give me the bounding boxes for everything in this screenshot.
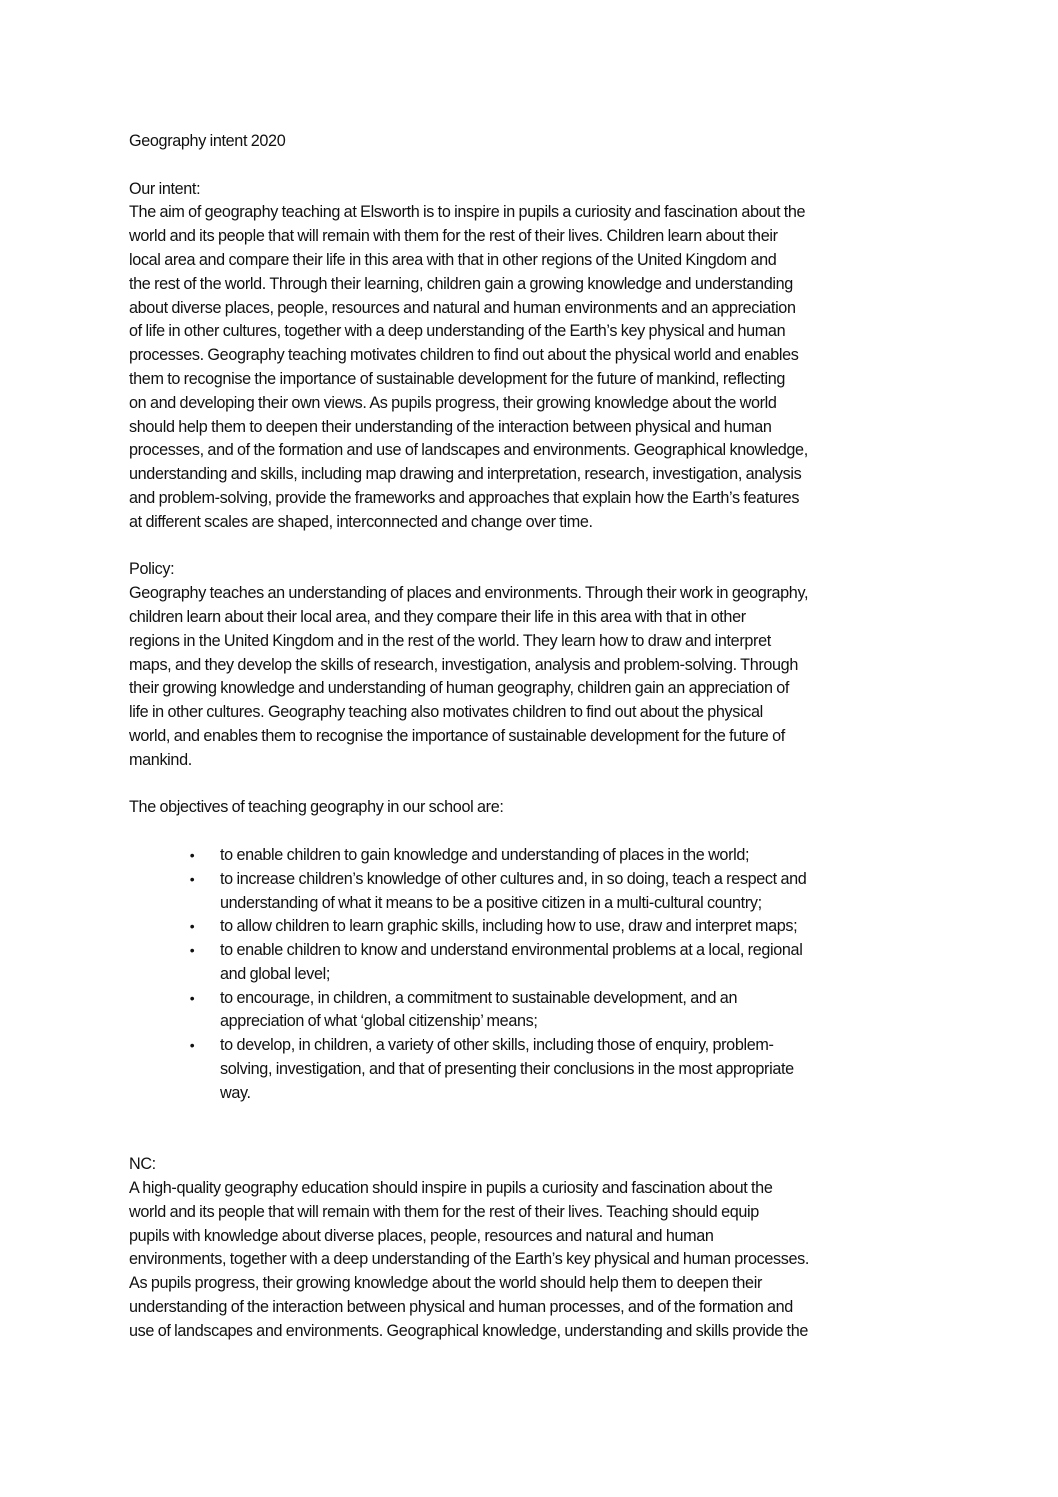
- objective-line: to develop, in children, a variety of other skills, including those of enquiry, problem-: [220, 1036, 774, 1055]
- objective-line: to increase children’s knowledge of other cultures and, in so doing, teach a respect and: [220, 869, 807, 888]
- spacer: [129, 773, 939, 797]
- intent-line: the rest of the world. Through their learning, children gain a growing knowledge and understanding: [129, 274, 793, 293]
- objective-line: to encourage, in children, a commitment to sustainable development, and an: [220, 988, 738, 1007]
- bullet-icon: •: [189, 942, 195, 959]
- policy-line: regions in the United Kingdom and in the rest of the world. They learn how to draw and interpret: [129, 631, 771, 650]
- intent-line: about diverse places, people, resources and natural and human environments and an appreciation: [129, 298, 796, 317]
- policy-line: world, and enables them to recognise the importance of sustainable development for the future of: [129, 726, 785, 745]
- objective-line: solving, investigation, and that of presenting their conclusions in the most appropriate: [220, 1060, 794, 1079]
- document-title: Geography intent 2020: [129, 132, 286, 150]
- nc-line: world and its people that will remain with them for the rest of their lives. Teaching should equip: [129, 1202, 759, 1221]
- intent-line: processes. Geography teaching motivates children to find out about the physical world and enables: [129, 346, 799, 365]
- intent-line: and problem-solving, provide the frameworks and approaches that explain how the Earth’s features: [129, 488, 800, 507]
- nc-section: [129, 1153, 939, 1343]
- intent-line: processes, and of the formation and use of landscapes and environments. Geographical knowledge,: [129, 441, 808, 460]
- objectives-intro: The objectives of teaching geography in our school are:: [129, 798, 504, 817]
- nc-heading: NC:: [129, 1155, 156, 1174]
- objective-item: [129, 987, 939, 1035]
- objective-item: [129, 939, 939, 987]
- intent-line: should help them to deepen their understanding of the interaction between physical and human: [129, 417, 772, 436]
- bullet-icon: •: [189, 846, 195, 863]
- spacer: [129, 535, 939, 559]
- nc-line: As pupils progress, their growing knowledge about the world should help them to deepen their: [129, 1274, 762, 1293]
- policy-line: maps, and they develop the skills of research, investigation, analysis and problem-solving. Through: [129, 655, 798, 674]
- intent-line: local area and compare their life in this area with that in other regions of the United Kingdom and: [129, 250, 777, 269]
- objective-line: understanding of what it means to be a positive citizen in a multi-cultural country;: [220, 893, 762, 912]
- bullet-icon: •: [189, 1037, 195, 1054]
- nc-line: A high-quality geography education should inspire in pupils a curiosity and fascination about the: [129, 1179, 773, 1198]
- intent-line: of life in other cultures, together with a deep understanding of the Earth’s key physical and human: [129, 322, 786, 341]
- spacer: [129, 1106, 939, 1154]
- policy-line: their growing knowledge and understanding of human geography, children gain an appreciation of: [129, 679, 790, 698]
- objective-line: and global level;: [220, 964, 331, 983]
- objective-item: [129, 915, 939, 939]
- objective-line: to allow children to learn graphic skills, including how to use, draw and interpret maps;: [220, 917, 798, 936]
- policy-line: Geography teaches an understanding of places and environments. Through their work in geography,: [129, 584, 809, 603]
- intent-line: them to recognise the importance of sustainable development for the future of mankind, reflecting: [129, 369, 786, 388]
- bullet-icon: •: [189, 870, 195, 887]
- policy-line: children learn about their local area, and they compare their life in this area with that in other: [129, 607, 746, 626]
- bullet-icon: •: [189, 989, 195, 1006]
- intent-line: understanding and skills, including map drawing and interpretation, research, investigation, analysis: [129, 465, 802, 484]
- intent-section: [129, 178, 939, 535]
- document-body: [129, 130, 939, 1344]
- bullet-icon: •: [189, 918, 195, 935]
- intent-heading: Our intent:: [129, 179, 201, 198]
- policy-line: life in other cultures. Geography teaching also motivates children to find out about the physical: [129, 703, 763, 722]
- objective-item: [129, 868, 939, 916]
- intent-line: The aim of geography teaching at Elsworth is to inspire in pupils a curiosity and fascination about the: [129, 203, 806, 222]
- nc-line: pupils with knowledge about diverse places, people, resources and natural and human: [129, 1226, 714, 1245]
- intent-line: world and its people that will remain with them for the rest of their lives. Children learn about their: [129, 227, 778, 246]
- objective-line: to enable children to know and understand environmental problems at a local, regional: [220, 941, 803, 960]
- nc-line: environments, together with a deep understanding of the Earth’s key physical and human processes.: [129, 1250, 810, 1269]
- intent-line: on and developing their own views. As pupils progress, their growing knowledge about the world: [129, 393, 777, 412]
- objectives-list: [129, 844, 939, 1106]
- objective-line: way.: [220, 1083, 251, 1102]
- nc-line: understanding of the interaction between physical and human processes, and of the formation and: [129, 1298, 793, 1317]
- policy-heading: Policy:: [129, 560, 175, 579]
- objective-line: to enable children to gain knowledge and understanding of places in the world;: [220, 845, 750, 864]
- objectives-section: [129, 796, 939, 1105]
- spacer: [129, 154, 939, 178]
- nc-line: use of landscapes and environments. Geographical knowledge, understanding and skills provide the: [129, 1321, 808, 1340]
- policy-line: mankind.: [129, 750, 192, 769]
- spacer: [129, 820, 939, 844]
- policy-section: [129, 558, 939, 772]
- intent-line: at different scales are shaped, interconnected and change over time.: [129, 512, 593, 531]
- objective-item: [129, 1034, 939, 1105]
- objective-line: appreciation of what ‘global citizenship’ means;: [220, 1012, 538, 1031]
- objective-item: [129, 844, 939, 868]
